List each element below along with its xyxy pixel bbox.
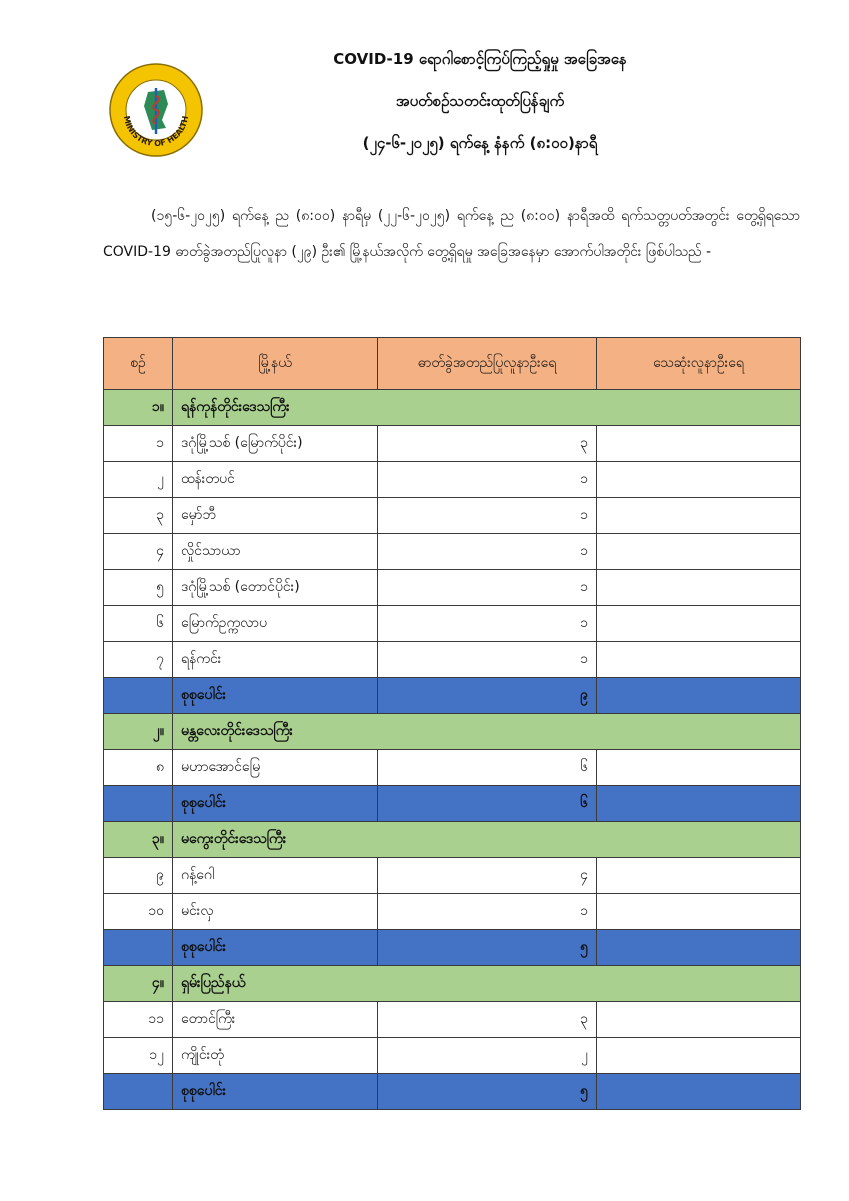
subtotal-cases: ၆: [378, 786, 597, 822]
subtotal-blank: [104, 930, 173, 966]
header-township: မြို့နယ်: [173, 338, 378, 390]
subtotal-row: [104, 1074, 801, 1110]
township-cell: တောင်ကြီး: [173, 1002, 378, 1038]
cases-table: [103, 337, 801, 1110]
header-deaths: သေဆုံးလူနာဦးရေ: [597, 338, 801, 390]
cases-cell: ၁: [378, 534, 597, 570]
township-cell: လှိုင်သာယာ: [173, 534, 378, 570]
table-row: [104, 534, 801, 570]
township-cell: မှော်ဘီ: [173, 498, 378, 534]
intro-paragraph: (၁၅-၆-၂၀၂၅) ရက်နေ့ ည (၈:၀၀) နာရီမှ (၂၂-၆-၂၀၂၅) ရက်နေ့ ည (၈:၀၀) နာရီအထိ ရက်သတ္တပတ်အတွင်း တွေ့ရှိရသော COVID-19 ဓာတ်ခွဲအတည်ပြုလူနာ (၂၉) ဦး၏ မြို့နယ်အလိုက် တွေ့ရှိရမှု အခြေအနေမှာ အောက်ပါအတိုင်း ဖြစ်ပါသည် -: [103, 208, 800, 260]
table-row: [104, 570, 801, 606]
cases-cell: ၁: [378, 606, 597, 642]
subtotal-label: စုစုပေါင်း: [173, 930, 378, 966]
region-number: ၁။: [104, 390, 173, 426]
region-name: ရှမ်းပြည်နယ်: [173, 966, 801, 1002]
deaths-cell: [597, 1002, 801, 1038]
subtotal-blank: [104, 678, 173, 714]
report-header: [200, 48, 760, 174]
subtotal-deaths: [597, 786, 801, 822]
row-number: ၂: [104, 462, 173, 498]
subtotal-row: [104, 678, 801, 714]
table-row: [104, 750, 801, 786]
table-row: [104, 606, 801, 642]
row-number: ၉: [104, 858, 173, 894]
subtotal-row: [104, 786, 801, 822]
cases-cell: ၁: [378, 894, 597, 930]
cases-cell: ၄: [378, 858, 597, 894]
header-confirmed-cases: ဓာတ်ခွဲအတည်ပြုလူနာဦးရေ: [378, 338, 597, 390]
deaths-cell: [597, 894, 801, 930]
subtotal-blank: [104, 1074, 173, 1110]
region-name: မန္တလေးတိုင်းဒေသကြီး: [173, 714, 801, 750]
header-no: စဉ်: [104, 338, 173, 390]
township-cell: ထန်းတပင်: [173, 462, 378, 498]
deaths-cell: [597, 606, 801, 642]
report-title: COVID-19 ရောဂါစောင့်ကြပ်ကြည့်ရှုမှု အခြေအနေ: [333, 50, 627, 68]
row-number: ၁၀: [104, 894, 173, 930]
region-row: [104, 390, 801, 426]
cases-cell: ၁: [378, 642, 597, 678]
table-row: [104, 462, 801, 498]
deaths-cell: [597, 1038, 801, 1074]
deaths-cell: [597, 426, 801, 462]
township-cell: မဟာအောင်မြေ: [173, 750, 378, 786]
deaths-cell: [597, 570, 801, 606]
subtotal-label: စုစုပေါင်း: [173, 678, 378, 714]
table-row: [104, 894, 801, 930]
region-number: ၂။: [104, 714, 173, 750]
ministry-of-health-logo: [108, 62, 204, 158]
table-row: [104, 1002, 801, 1038]
region-name: ရန်ကုန်တိုင်းဒေသကြီး: [173, 390, 801, 426]
cases-cell: ၆: [378, 750, 597, 786]
row-number: ၅: [104, 570, 173, 606]
row-number: ၁၁: [104, 1002, 173, 1038]
township-cell: ဒဂုံမြို့သစ် (တောင်ပိုင်း): [173, 570, 378, 606]
subtotal-deaths: [597, 1074, 801, 1110]
row-number: ၈: [104, 750, 173, 786]
subtotal-deaths: [597, 678, 801, 714]
cases-cell: ၂: [378, 1038, 597, 1074]
cases-cell: ၁: [378, 498, 597, 534]
township-cell: ဂန့်ဂေါ: [173, 858, 378, 894]
logo-text: MINISTRY OF HEALTH: [121, 115, 191, 149]
township-cell: မြောက်ဥက္ကလာပ: [173, 606, 378, 642]
table-row: [104, 498, 801, 534]
table-row: [104, 858, 801, 894]
row-number: ၁၂: [104, 1038, 173, 1074]
subtotal-deaths: [597, 930, 801, 966]
deaths-cell: [597, 642, 801, 678]
region-row: [104, 714, 801, 750]
cases-cell: ၁: [378, 570, 597, 606]
township-cell: ရန်ကင်း: [173, 642, 378, 678]
subtotal-cases: ၉: [378, 678, 597, 714]
row-number: ၃: [104, 498, 173, 534]
row-number: ၁: [104, 426, 173, 462]
deaths-cell: [597, 462, 801, 498]
report-subtitle: အပတ်စဉ်သတင်းထုတ်ပြန်ချက်: [395, 92, 565, 110]
subtotal-cases: ၅: [378, 930, 597, 966]
subtotal-label: စုစုပေါင်း: [173, 1074, 378, 1110]
deaths-cell: [597, 534, 801, 570]
cases-cell: ၃: [378, 426, 597, 462]
cases-cell: ၁: [378, 462, 597, 498]
row-number: ၇: [104, 642, 173, 678]
region-name: မကွေးတိုင်းဒေသကြီး: [173, 822, 801, 858]
township-cell: ကျိုင်းတုံ: [173, 1038, 378, 1074]
subtotal-label: စုစုပေါင်း: [173, 786, 378, 822]
subtotal-cases: ၅: [378, 1074, 597, 1110]
region-number: ၄။: [104, 966, 173, 1002]
table-body: [104, 390, 801, 1110]
table-row: [104, 642, 801, 678]
subtotal-row: [104, 930, 801, 966]
region-number: ၃။: [104, 822, 173, 858]
deaths-cell: [597, 750, 801, 786]
township-cell: ဒဂုံမြို့သစ် (မြောက်ပိုင်း): [173, 426, 378, 462]
table-row: [104, 426, 801, 462]
township-cell: မင်းလှ: [173, 894, 378, 930]
table-header-row: [104, 338, 801, 390]
report-date: (၂၄-၆-၂၀၂၅) ရက်နေ့ နံနက် (၈:၀၀)နာရီ: [362, 134, 598, 152]
row-number: ၆: [104, 606, 173, 642]
region-row: [104, 822, 801, 858]
deaths-cell: [597, 858, 801, 894]
subtotal-blank: [104, 786, 173, 822]
region-row: [104, 966, 801, 1002]
table-row: [104, 1038, 801, 1074]
deaths-cell: [597, 498, 801, 534]
cases-cell: ၃: [378, 1002, 597, 1038]
row-number: ၄: [104, 534, 173, 570]
